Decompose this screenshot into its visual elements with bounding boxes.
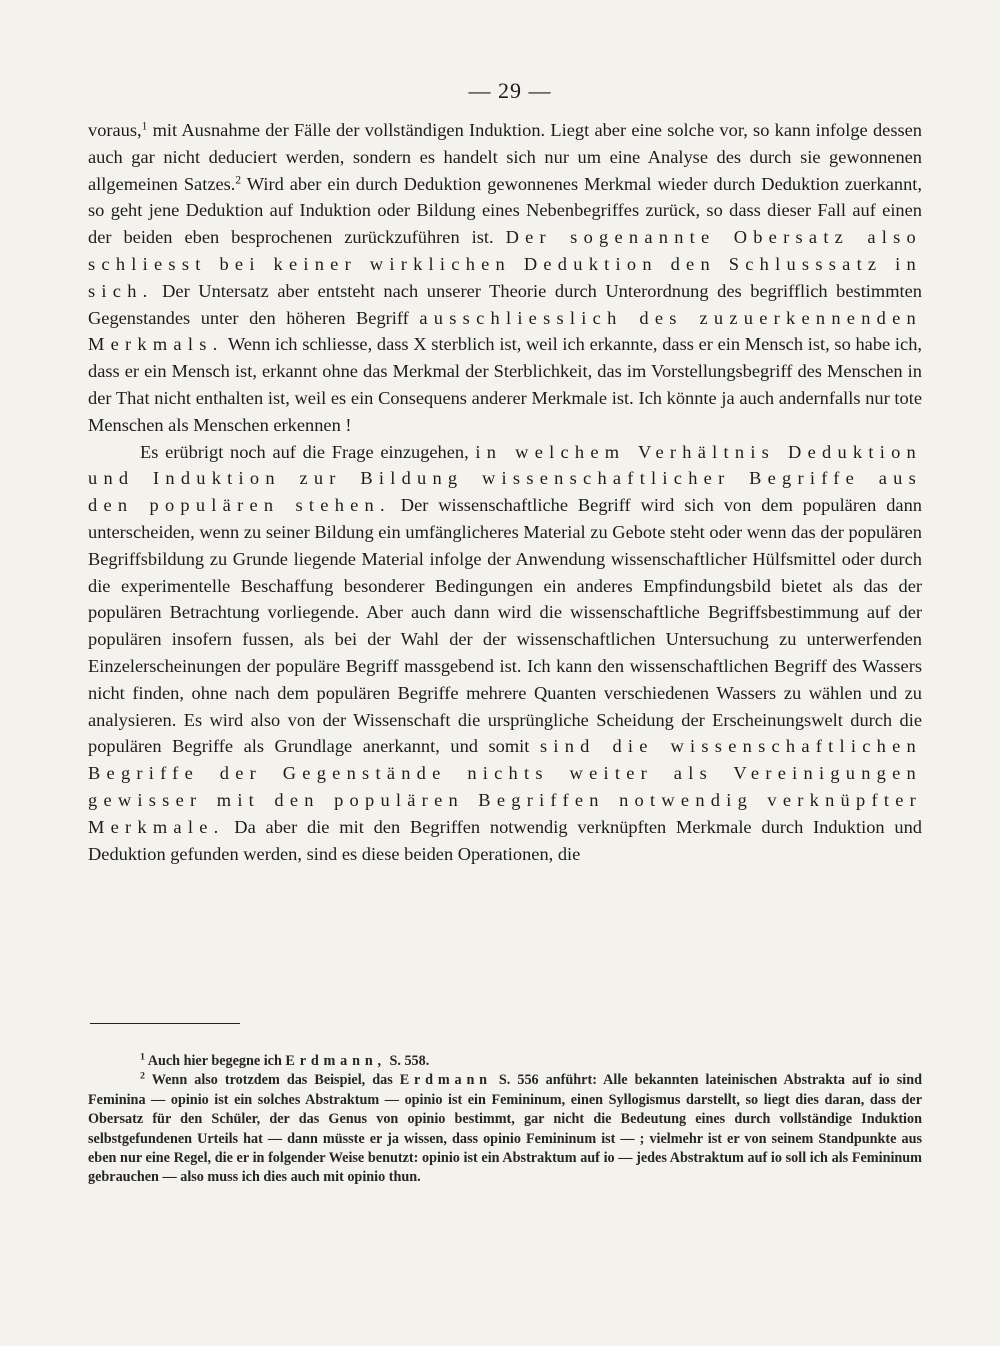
footnote-2 bbox=[88, 1071, 922, 1187]
spaced-emphasis: ausschliesslich des zuzuerkennenden Merkmals. bbox=[88, 307, 922, 355]
page-number: — 29 — bbox=[468, 78, 552, 103]
text-run: S. 556 anführt: Alle bekannten lateinischen Abstrakta auf io sind Feminina — opinio ist ein solches Abstraktum — opinio ist ein Femininum, einen Syllogismus darstellt, so liegt dies daran, dass der Obersatz für den Schüler, der das Genus von opinio bestimmt, gar nicht die Bedeutung eines durch vollständige Induktion selbstgefundenen Urteils hat — dann müsste er ja wissen, dass opinio Femininum ist — ; vielmehr ist er von seinem Standpunkte aus eben nur eine Regel, die er in folgender Weise benutzt: opinio ist ein Abstraktum auf io — jedes Abstraktum auf io soll ich als Femininum gebrauchen — also muss ich dies auch mit opinio thun. bbox=[88, 1072, 922, 1186]
footnote-marker: 2 bbox=[140, 1070, 145, 1082]
paragraph-2 bbox=[88, 439, 922, 868]
footnote-separator bbox=[90, 1023, 240, 1024]
text-run: Es erübrigt noch auf die Frage einzugehen, bbox=[140, 441, 476, 462]
footnote-marker: 1 bbox=[141, 120, 148, 133]
footnote-marker: 1 bbox=[140, 1051, 145, 1063]
text-run: S. 558. bbox=[385, 1053, 430, 1069]
text-run: Da aber die mit den Begriffen notwendig verknüpften Merkmale durch Induktion und Deduktion gefunden werden, sind es diese beiden Operationen, die bbox=[88, 816, 922, 864]
text-run: Der Untersatz aber entsteht nach unserer Theorie durch Unterordnung des begrifflich bestimmten Gegenstandes unter den höheren Begriff bbox=[88, 280, 922, 328]
text-run: mit Ausnahme der Fälle der vollständigen Induktion. Liegt aber eine solche vor, so kann infolge dessen auch gar nicht deduciert werden, sondern es handelt sich nur um eine Analyse des durch sie gewonnenen allgemeinen Satzes. bbox=[88, 120, 922, 194]
spaced-emphasis: sind die wissenschaftlichen Begriffe der Gegenstände nichts weiter als Vereinigungen gewisser mit den populären Begriffen notwendig verknüpfter Merkmale. bbox=[88, 736, 922, 837]
paragraph-1 bbox=[88, 117, 922, 439]
text-run: Der wissenschaftliche Begriff wird sich von dem populären dann unterscheiden, wenn zu seiner Bildung ein umfänglicheres Material zu Gebote steht oder wenn das der populären Begriffsbildung zu Grunde liegende Material infolge der Anwendung wissenschaftlicher Hülfsmittel oder durch die experimentelle Beschaffung besonderer Bedingungen ein anderes Empfindungsbild bietet als das der populären Betrachtung vorliegende. Aber auch dann wird die wissenschaftliche Begriffsbestimmung auf der populären insofern fussen, als bei der Wahl der der wissenschaftlichen Untersuchung zu unterwerfenden Einzelerscheinungen der populäre Begriff massgebend ist. Ich kann den wissenschaftlichen Begriff des Wassers nicht finden, ohne nach dem populären Begriffe mehrere Quanten verschiedenen Wassers zu wählen und zu analysieren. Es wird also von der Wissenschaft die ursprüngliche Scheidung der Erscheinungswelt durch die populären Begriffe als Grundlage anerkannt, und somit bbox=[88, 495, 922, 757]
text-run: Auch hier begegne ich bbox=[144, 1053, 286, 1069]
text-run: voraus, bbox=[88, 120, 142, 140]
text-run: Wird aber ein durch Deduktion gewonnenes Merkmal wieder durch Deduktion zuerkannt, so geht jene Deduktion auf Induktion oder Bildung eines Nebenbegriffes zurück, so dass dieser Fall auf einen der beiden eben besprochenen zurückzuführen ist. bbox=[88, 173, 922, 248]
spaced-emphasis: in welchem Verhältnis Deduktion und Induktion zur Bildung wissenschaftlicher Begriffe aus den populären stehen. bbox=[88, 441, 922, 516]
spaced-emphasis: Erdmann bbox=[399, 1072, 492, 1089]
text-run: Wenn ich schliesse, dass X sterblich ist, weil ich erkannte, dass er ein Mensch ist, so habe ich, dass er ein Mensch ist, erkannt ohne das Merkmal der Sterblichkeit, das im Vorstellungsbegriff des Menschen in der That nicht enthalten ist, weil es ein Consequens anderer Merkmale ist. Ich könnte ja auch andernfalls nur tote Menschen als Menschen erkennen ! bbox=[88, 334, 922, 435]
footnotes bbox=[88, 1052, 922, 1188]
spaced-emphasis: Der sogenannte Obersatz also schliesst bei keiner wirklichen Deduktion den Schlusssatz in sich. bbox=[88, 227, 922, 301]
text-run: Wenn also trotzdem das Beispiel, das bbox=[144, 1072, 400, 1089]
body-text bbox=[88, 117, 922, 867]
footnote-1 bbox=[88, 1052, 922, 1071]
spaced-emphasis: Erdmann, bbox=[285, 1053, 386, 1069]
footnote-marker: 2 bbox=[235, 174, 242, 187]
